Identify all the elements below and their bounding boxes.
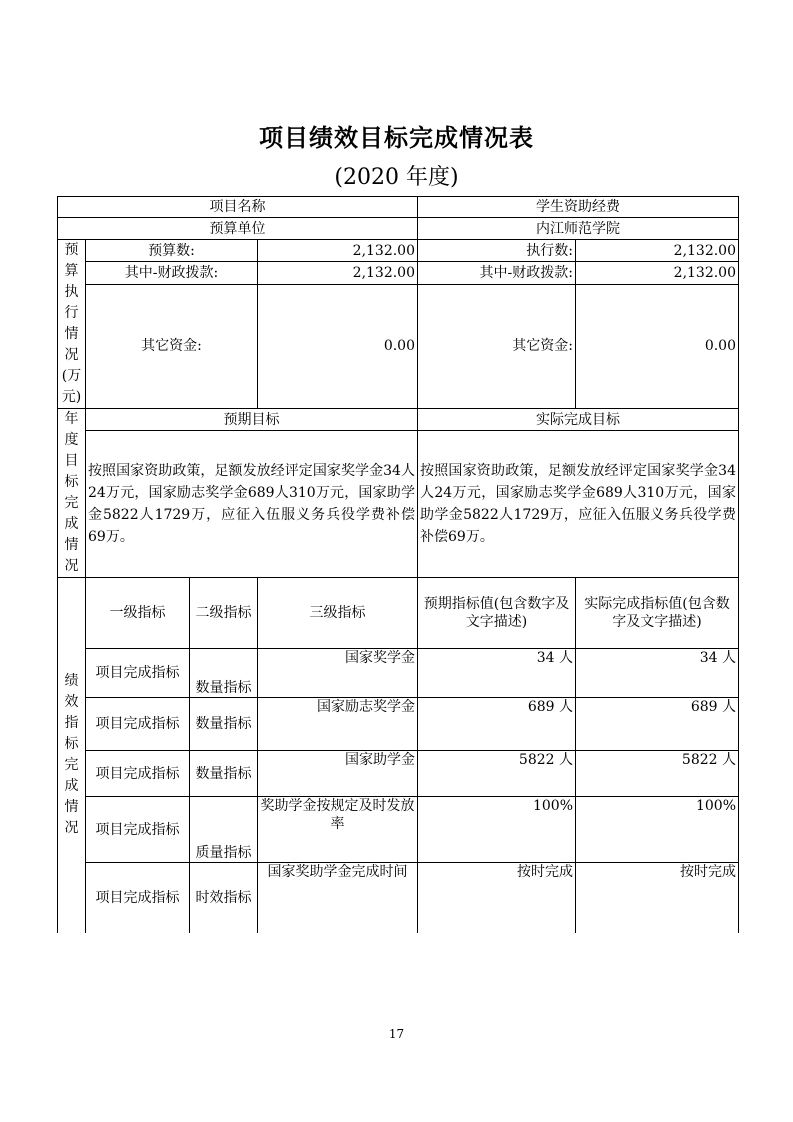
fiscal-label: 其中-财政拨款: (86, 262, 258, 284)
actual-goals-header: 实际完成目标 (418, 409, 739, 431)
annual-goals-content-row (58, 431, 739, 578)
actual-value-cell: 按时完成 (576, 863, 739, 933)
level2-header: 二级指标 (190, 578, 258, 649)
level3-cell: 国家奖学金 (258, 649, 418, 698)
budget-value: 2,132.00 (258, 240, 418, 262)
annual-goals-header-row (58, 409, 739, 431)
level1-cell: 项目完成指标 (86, 863, 190, 933)
document-year: (2020 年度) (334, 165, 459, 190)
actual-value-header: 实际完成指标值(包含数字及文字描述) (576, 578, 739, 649)
level2-cell: 数量指标 (190, 751, 258, 797)
executed-value: 2,132.00 (576, 240, 739, 262)
performance-table (57, 196, 739, 933)
indicators-section-label: 绩效指标完成情况 (58, 578, 86, 933)
level2-cell: 质量指标 (190, 797, 258, 863)
table-row (58, 797, 739, 863)
expected-value-cell: 按时完成 (418, 863, 576, 933)
indicators-header-row (58, 578, 739, 649)
page-number: 17 (388, 1027, 405, 1041)
other-funds-row (58, 284, 739, 409)
actual-value-cell: 34 人 (576, 649, 739, 698)
level1-cell: 项目完成指标 (86, 649, 190, 698)
fiscal-row (58, 262, 739, 284)
table-row (58, 698, 739, 751)
other-funds-executed-value: 0.00 (576, 284, 739, 409)
document-title: 项目绩效目标完成情况表 (259, 123, 534, 152)
level1-header: 一级指标 (86, 578, 190, 649)
level1-cell: 项目完成指标 (86, 751, 190, 797)
annual-goals-section-label: 年度目标完成情况 (58, 409, 86, 578)
expected-value-cell: 34 人 (418, 649, 576, 698)
fiscal-executed-value: 2,132.00 (576, 262, 739, 284)
budget-unit-label: 预算单位 (58, 218, 418, 240)
actual-value-cell: 100% (576, 797, 739, 863)
other-funds-budget-value: 0.00 (258, 284, 418, 409)
expected-goals-header: 预期目标 (86, 409, 418, 431)
budget-unit-value: 内江师范学院 (418, 218, 739, 240)
project-name-label: 项目名称 (58, 197, 418, 218)
executed-label: 执行数: (418, 240, 576, 262)
level3-cell: 国家励志奖学金 (258, 698, 418, 751)
table-row (58, 751, 739, 797)
level2-cell: 时效指标 (190, 863, 258, 933)
expected-value-cell: 100% (418, 797, 576, 863)
budget-unit-row (58, 218, 739, 240)
budget-label: 预算数: (86, 240, 258, 262)
other-funds-executed-label: 其它资金: (418, 284, 576, 409)
project-name-value: 学生资助经费 (418, 197, 739, 218)
table-row (58, 649, 739, 698)
expected-value-header: 预期指标值(包含数字及文字描述) (418, 578, 576, 649)
project-name-row (58, 197, 739, 218)
expected-value-cell: 689 人 (418, 698, 576, 751)
level2-cell: 数量指标 (190, 698, 258, 751)
fiscal-executed-label: 其中-财政拨款: (418, 262, 576, 284)
fiscal-budget-value: 2,132.00 (258, 262, 418, 284)
level3-header: 三级指标 (258, 578, 418, 649)
table-row (58, 863, 739, 933)
actual-goals-text: 按照国家资助政策，足额发放经评定国家奖学金34人24万元，国家励志奖学金689人310万元，国家助学金5822人1729万，应征入伍服义务兵役学费补偿69万。 (418, 431, 739, 578)
budget-section-label: 预算执行情况(万元) (58, 240, 86, 409)
expected-value-cell: 5822 人 (418, 751, 576, 797)
level1-cell: 项目完成指标 (86, 797, 190, 863)
level1-cell: 项目完成指标 (86, 698, 190, 751)
other-funds-label: 其它资金: (86, 284, 258, 409)
actual-value-cell: 689 人 (576, 698, 739, 751)
budget-row (58, 240, 739, 262)
level2-cell: 数量指标 (190, 649, 258, 698)
actual-value-cell: 5822 人 (576, 751, 739, 797)
level3-cell: 国家奖助学金完成时间 (258, 863, 418, 933)
expected-goals-text: 按照国家资助政策，足额发放经评定国家奖学金34人24万元，国家励志奖学金689人310万元，国家助学金5822人1729万，应征入伍服义务兵役学费补偿69万。 (86, 431, 418, 578)
level3-cell: 国家助学金 (258, 751, 418, 797)
level3-cell: 奖助学金按规定及时发放率 (258, 797, 418, 863)
